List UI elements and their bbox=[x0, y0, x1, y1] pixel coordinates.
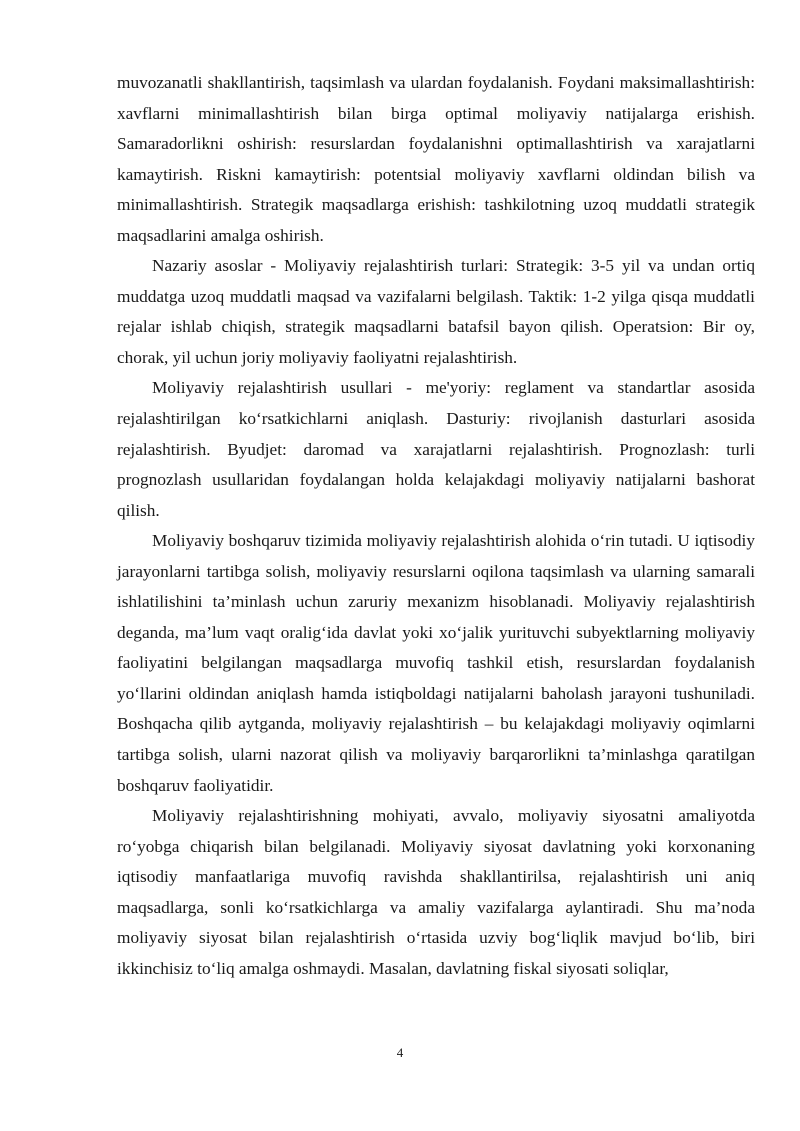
paragraph-planning-essence: Moliyaviy rejalashtirishning mohiyati, avvalo, moliyaviy siyosatni amaliyotda ro‘yobga chiqarish bilan belgilanadi. Moliyaviy siyosat davlatning yoki korxonaning iqtisodiy manfaatlariga muvofiq ravishda shakllantirilsa, rejalashtirish uni aniq maqsadlarga, sonli ko‘rsatkichlarga va amaliy vazifalarga aylantiradi. Shu ma’noda moliyaviy siyosat bilan rejalashtirish o‘rtasida uzviy bog‘liqlik mavjud bo‘lib, biri ikkinchisiz to‘liq amalga oshmaydi. Masalan, davlatning fiskal siyosati soliqlar, bbox=[117, 806, 755, 978]
paragraph-theoretical-basis: Nazariy asoslar - Moliyaviy rejalashtirish turlari: Strategik: 3-5 yil va undan ortiq muddatga uzoq muddatli maqsad va vazifalarni belgilash. Taktik: 1-2 yilga qisqa muddatli rejalar ishlab chiqish, strategik maqsadlarni batafsil bayon qilish. Operatsion: Bir oy, chorak, yil uchun joriy moliyaviy faoliyatni rejalashtirish. bbox=[117, 256, 755, 367]
page-number: 4 bbox=[396, 1045, 404, 1060]
paragraph-continuation: muvozanatli shakllantirish, taqsimlash va ulardan foydalanish. Foydani maksimallashtirish: xavflarni minimallashtirish bilan birga optimal moliyaviy natijalarga erishish. Samaradorlikni oshirish: resurslardan foydalanishni optimallashtirish va xarajatlarni kamaytirish. Riskni kamaytirish: potentsial moliyaviy xavflarni oldindan bilish va minimallashtirish. Strategik maqsadlarga erishish: tashkilotning uzoq muddatli strategik maqsadlarini amalga oshirish. bbox=[117, 73, 755, 245]
paragraph-planning-methods: Moliyaviy rejalashtirish usullari - me'yoriy: reglament va standartlar asosida rejalashtirilgan ko‘rsatkichlarni aniqlash. Dasturiy: rivojlanish dasturlari asosida rejalashtirish. Byudjet: daromad va xarajatlarni rejalashtirish. Prognozlash: turli prognozlash usullaridan foydalangan holda kelajakdagi moliyaviy natijalarni bashorat qilish. bbox=[117, 378, 755, 520]
body-text bbox=[117, 68, 755, 984]
paragraph-planning-role: Moliyaviy boshqaruv tizimida moliyaviy rejalashtirish alohida o‘rin tutadi. U iqtisodiy jarayonlarni tartibga solish, moliyaviy resurslarni oqilona taqsimlash va ularning samarali ishlatilishini ta’minlash uchun zaruriy mexanizm hisoblanadi. Moliyaviy rejalashtirish deganda, ma’lum vaqt oralig‘ida davlat yoki xo‘jalik yurituvchi subyektlarning moliyaviy faoliyatini belgilangan maqsadlarga muvofiq tashkil etish, resurslardan foydalanish yo‘llarini oldindan aniqlash hamda istiqboldagi natijalarni baholash jarayoni tushuniladi. Boshqacha qilib aytganda, moliyaviy rejalashtirish – bu kelajakdagi moliyaviy oqimlarni tartibga solish, ularni nazorat qilish va moliyaviy barqarorlikni ta’minlashga qaratilgan boshqaruv faoliyatidir. bbox=[117, 531, 755, 795]
